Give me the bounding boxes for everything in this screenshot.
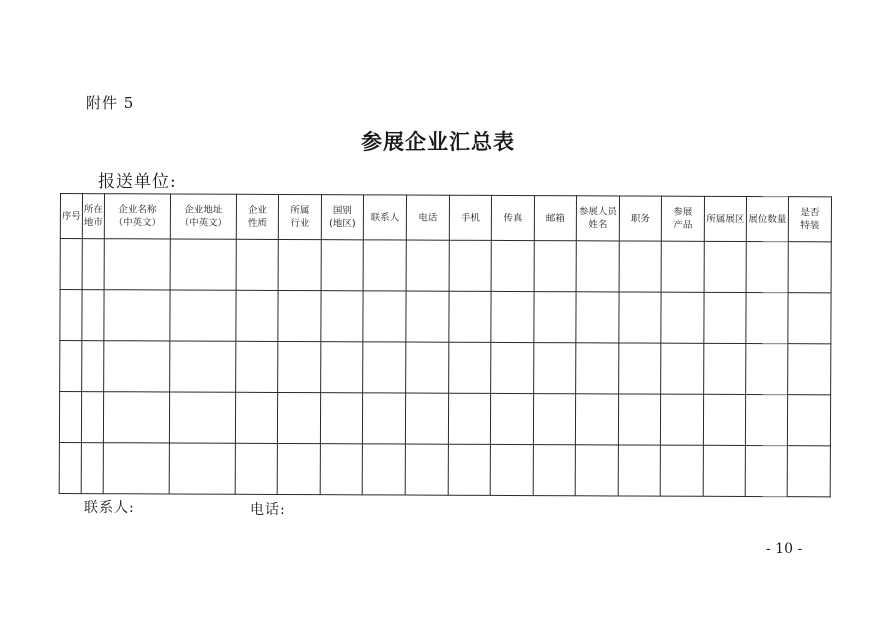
table-cell[interactable] <box>82 341 104 392</box>
table-cell[interactable] <box>104 341 170 392</box>
table-cell[interactable] <box>60 239 82 290</box>
table-cell[interactable] <box>704 241 746 292</box>
table-cell[interactable] <box>704 343 746 394</box>
table-cell[interactable] <box>491 291 534 342</box>
table-cell[interactable] <box>363 342 406 393</box>
table-cell[interactable] <box>788 242 831 293</box>
table-cell[interactable] <box>320 393 362 444</box>
table-cell[interactable] <box>103 392 169 443</box>
table-cell[interactable] <box>576 241 619 292</box>
table-cell[interactable] <box>619 292 661 343</box>
column-header: 参展 产品 <box>661 196 704 241</box>
column-header: 企业 性质 <box>236 194 278 239</box>
table-cell[interactable] <box>788 293 831 344</box>
table-cell[interactable] <box>406 342 449 393</box>
table-cell[interactable] <box>449 342 491 393</box>
table-cell[interactable] <box>170 239 236 290</box>
document-title: 参展企业汇总表 <box>361 129 515 154</box>
column-header: 电话 <box>406 195 449 240</box>
table-cell[interactable] <box>170 341 236 392</box>
table-cell[interactable] <box>533 394 575 445</box>
page-number: - 10 - <box>766 541 803 557</box>
table-cell[interactable] <box>82 239 104 290</box>
table-cell[interactable] <box>104 239 170 290</box>
table-cell[interactable] <box>60 341 82 392</box>
table-cell[interactable] <box>490 444 533 495</box>
table-cell[interactable] <box>321 342 363 393</box>
table-cell[interactable] <box>533 445 575 496</box>
column-header: 邮箱 <box>534 196 576 241</box>
column-header: 手机 <box>449 195 491 240</box>
table-cell[interactable] <box>745 394 787 445</box>
table-cell[interactable] <box>81 392 103 443</box>
table-cell[interactable] <box>703 394 745 445</box>
table-cell[interactable] <box>618 445 660 496</box>
column-header: 所在 地市 <box>82 194 104 239</box>
table-cell[interactable] <box>449 291 491 342</box>
table-cell[interactable] <box>169 392 235 443</box>
table-cell[interactable] <box>363 240 406 291</box>
table-cell[interactable] <box>449 240 491 291</box>
table-cell[interactable] <box>534 292 576 343</box>
table-header-row <box>60 194 831 242</box>
table-cell[interactable] <box>619 241 661 292</box>
column-header: 传真 <box>491 195 534 240</box>
column-header: 是否 特装 <box>788 197 831 242</box>
column-header: 企业地址 （中英文） <box>170 194 236 239</box>
table-cell[interactable] <box>81 443 103 494</box>
table-cell[interactable] <box>534 241 576 292</box>
table-cell[interactable] <box>576 343 619 394</box>
table-cell[interactable] <box>235 392 277 443</box>
table-cell[interactable] <box>406 291 449 342</box>
table-cell[interactable] <box>491 240 534 291</box>
table-cell[interactable] <box>321 291 363 342</box>
table-cell[interactable] <box>619 343 661 394</box>
table-cell[interactable] <box>704 292 746 343</box>
table-cell[interactable] <box>321 240 363 291</box>
table-cell[interactable] <box>575 394 618 445</box>
table-cell[interactable] <box>448 393 490 444</box>
column-header: 国别 (地区) <box>321 195 363 240</box>
table-cell[interactable] <box>277 443 320 494</box>
exhibitor-summary-table <box>59 193 832 497</box>
table-cell[interactable] <box>236 341 278 392</box>
table-cell[interactable] <box>362 393 405 444</box>
table-cell[interactable] <box>661 343 704 394</box>
table-cell[interactable] <box>170 290 236 341</box>
table-cell[interactable] <box>406 240 449 291</box>
table-cell[interactable] <box>59 442 81 493</box>
table-cell[interactable] <box>363 291 406 342</box>
table-row <box>59 392 830 446</box>
column-header: 企业名称 （中英文） <box>104 194 170 239</box>
column-header: 所属展区 <box>704 196 746 241</box>
table-cell[interactable] <box>788 344 831 395</box>
table-cell[interactable] <box>660 445 703 496</box>
table-cell[interactable] <box>746 343 788 394</box>
table-cell[interactable] <box>104 290 170 341</box>
reporting-unit-label: 报送单位: <box>98 172 177 192</box>
attachment-label: 附件 5 <box>86 94 135 112</box>
table-cell[interactable] <box>277 392 320 443</box>
table-cell[interactable] <box>278 341 321 392</box>
table-cell[interactable] <box>235 443 277 494</box>
table-cell[interactable] <box>661 241 704 292</box>
column-header: 展位数量 <box>746 196 788 241</box>
column-header: 职务 <box>619 196 661 241</box>
column-header: 参展人员 姓名 <box>576 196 619 241</box>
table-cell[interactable] <box>405 393 448 444</box>
footer-phone-label: 电话: <box>250 502 286 518</box>
table-cell[interactable] <box>746 292 788 343</box>
table-row <box>60 341 831 395</box>
table-cell[interactable] <box>576 292 619 343</box>
table-row <box>60 239 831 293</box>
table-body <box>59 239 831 497</box>
table-cell[interactable] <box>490 393 533 444</box>
table-cell[interactable] <box>362 444 405 495</box>
table-cell[interactable] <box>103 443 169 494</box>
table-row <box>60 290 831 344</box>
table-cell[interactable] <box>236 290 278 341</box>
table-cell[interactable] <box>405 444 448 495</box>
table-cell[interactable] <box>491 342 534 393</box>
table-cell[interactable] <box>661 292 704 343</box>
table-cell[interactable] <box>575 445 618 496</box>
table-cell[interactable] <box>169 443 235 494</box>
table-cell[interactable] <box>82 290 104 341</box>
table-cell[interactable] <box>660 394 703 445</box>
table-cell[interactable] <box>746 241 788 292</box>
table-cell[interactable] <box>787 395 830 446</box>
table-cell[interactable] <box>787 446 830 497</box>
column-header: 所属 行业 <box>278 194 321 239</box>
table-cell[interactable] <box>534 343 576 394</box>
table-cell[interactable] <box>703 445 745 496</box>
table-cell[interactable] <box>448 444 490 495</box>
column-header: 序号 <box>60 194 82 239</box>
table-cell[interactable] <box>236 239 278 290</box>
column-header: 联系人 <box>363 195 406 240</box>
footer-contact-label: 联系人: <box>84 500 135 516</box>
table-cell[interactable] <box>60 290 82 341</box>
table-cell[interactable] <box>745 445 787 496</box>
table-cell[interactable] <box>320 444 362 495</box>
table-cell[interactable] <box>618 394 660 445</box>
table-cell[interactable] <box>278 290 321 341</box>
table-row <box>59 442 830 496</box>
table-cell[interactable] <box>278 239 321 290</box>
table-cell[interactable] <box>59 392 81 443</box>
